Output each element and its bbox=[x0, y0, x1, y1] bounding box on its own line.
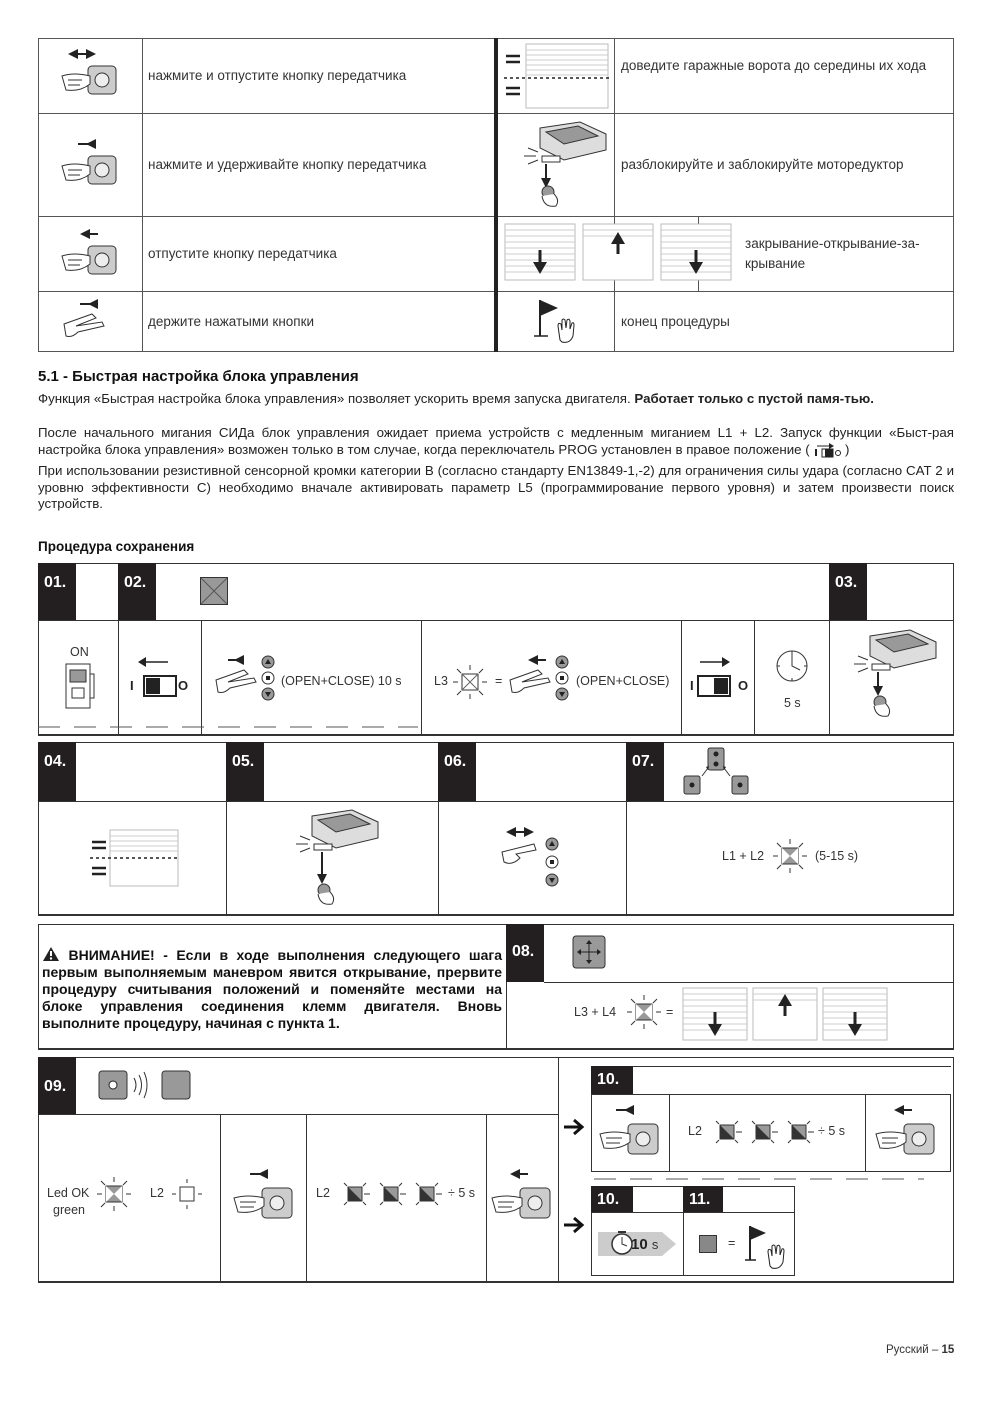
gate-half-icon bbox=[502, 42, 612, 112]
open-close-label: (OPEN+CLOSE) bbox=[576, 674, 670, 688]
step05-unlock-motor-icon bbox=[292, 806, 382, 910]
led-l2-slow-blink-icon bbox=[342, 1178, 450, 1210]
press-release-icon bbox=[60, 48, 120, 100]
step10a-release-icon bbox=[874, 1104, 938, 1160]
breaker-icon bbox=[64, 660, 96, 712]
warning-text: ВНИМАНИЕ! - Если в ходе выполнения следующего шага первым выполняемым маневром явится открывание, прервите процедуру считывания положений и поменяйте местами на блоке управления соединения клемм двигателя. Вновь выполните процедуру, начиная с пункта 1. bbox=[42, 947, 502, 1031]
paragraph-1-bold: Работает только с пустой памя-тью. bbox=[634, 391, 874, 406]
led-off-square bbox=[699, 1235, 717, 1253]
legend-text-1: нажмите и отпустите кнопку передатчика bbox=[148, 68, 407, 83]
eq-1: = bbox=[495, 674, 503, 688]
step-06-label: 06. bbox=[438, 742, 476, 801]
div-5s-2: ÷ 5 s bbox=[818, 1124, 846, 1138]
legend-text-7: закрывание-открывание-за-крывание bbox=[745, 236, 920, 271]
release-icon bbox=[60, 228, 120, 280]
l2-label-3: L2 bbox=[688, 1124, 702, 1138]
led-blink-icon bbox=[452, 664, 488, 700]
legend-text-6: разблокируйте и заблокируйте моторедуктор bbox=[621, 157, 904, 172]
steps-01-03-panel bbox=[38, 563, 954, 736]
leds-diagram-icon bbox=[680, 746, 754, 798]
eq-2: = bbox=[666, 1005, 674, 1019]
step-03-label: 03. bbox=[829, 563, 867, 620]
open-close-10s: (OPEN+CLOSE) 10 s bbox=[281, 674, 402, 688]
footer bbox=[886, 1344, 954, 1356]
l2-label-2: L2 bbox=[316, 1186, 330, 1200]
step-07-label: 07. bbox=[626, 742, 664, 801]
five-seconds: 5 s bbox=[784, 696, 801, 710]
step-02-label: 02. bbox=[118, 563, 156, 620]
switch-i-1: I bbox=[130, 678, 134, 693]
step08-move-icon bbox=[572, 935, 606, 969]
l2-label-1: L2 bbox=[150, 1186, 164, 1200]
step10a-led-l2-blink-icon bbox=[714, 1116, 822, 1148]
close-open-close-icon bbox=[505, 222, 733, 284]
step10a-press-hold-icon bbox=[598, 1104, 662, 1160]
legend-text-8: конец процедуры bbox=[621, 314, 730, 329]
unlock-motor-icon bbox=[520, 118, 610, 210]
step-08-label: 08. bbox=[506, 924, 544, 982]
press-hold-icon bbox=[60, 138, 120, 190]
ten-seconds bbox=[631, 1236, 658, 1253]
l1-l2-label: L1 + L2 bbox=[722, 849, 765, 863]
legend-text-5: доведите гаражные ворота до середины их хода bbox=[621, 58, 927, 73]
paragraph-1-text: Функция «Быстрая настройка блока управления» позволяет ускорить время запуска двигателя. bbox=[38, 391, 635, 406]
ten-unit: s bbox=[651, 1237, 659, 1252]
green-label: green bbox=[53, 1203, 85, 1217]
paragraph-2-end: ) bbox=[845, 441, 850, 457]
on-label: ON bbox=[70, 645, 89, 659]
page-number: 15 bbox=[941, 1344, 955, 1356]
led-ok-label: Led OK bbox=[47, 1186, 90, 1200]
switch-i-2: I bbox=[690, 678, 694, 693]
eq-3: = bbox=[728, 1236, 736, 1250]
paragraph-1 bbox=[38, 391, 954, 408]
step04-gate-half-icon bbox=[88, 828, 182, 888]
press-open-close-icon bbox=[214, 654, 278, 704]
step08-close-open-close-icon bbox=[683, 986, 893, 1042]
warning-icon bbox=[42, 946, 60, 962]
end-procedure-icon bbox=[530, 296, 582, 346]
prog-switch-icon bbox=[813, 443, 841, 457]
step-11-label: 11. bbox=[683, 1186, 723, 1212]
ten-value: 10 bbox=[631, 1236, 648, 1253]
footer-lang: Русский – bbox=[886, 1344, 942, 1356]
section-title: 5.1 - Быстрая настройка блока управления bbox=[38, 368, 359, 385]
step11-end-icon bbox=[744, 1222, 790, 1270]
paragraph-3: При использовании резистивной сенсорной кромки категории B (согласно стандарту EN13849-1,-2) для ограничения силы удара (согласно CAT 2 и уровню эффективности C) необходимо вначале активировать параметр L5 (программирование первого уровня) и затем произвести поиск устройств. bbox=[38, 463, 954, 511]
step-09-label: 09. bbox=[38, 1057, 76, 1114]
step-10a-label: 10. bbox=[591, 1066, 633, 1094]
legend-text-3: отпустите кнопку передатчика bbox=[148, 246, 337, 261]
step-04-label: 04. bbox=[38, 742, 76, 801]
step09-press-hold-icon bbox=[232, 1168, 296, 1224]
l3-label: L3 bbox=[434, 674, 448, 688]
step-05-label: 05. bbox=[226, 742, 264, 801]
switch-o-2: O bbox=[738, 678, 749, 693]
led-ok-blink-icon bbox=[96, 1176, 132, 1212]
arrow-to-10b-icon bbox=[562, 1214, 588, 1236]
l3-l4-label: L3 + L4 bbox=[574, 1005, 617, 1019]
switch-o-1: O bbox=[178, 678, 189, 693]
div-5s-1: ÷ 5 s bbox=[448, 1186, 476, 1200]
led-l2-off-icon bbox=[170, 1178, 204, 1210]
step09-release-icon bbox=[490, 1168, 554, 1224]
led-l1-l2-blink-icon bbox=[772, 838, 808, 874]
unknown-led-icon bbox=[200, 577, 228, 605]
release-open-close-icon bbox=[508, 654, 572, 704]
warning-block bbox=[42, 946, 502, 1032]
paragraph-2-text: После начального мигания СИДа блок управления ожидает приема устройств с медленным миганием L1 + L2. Запуск функции «Быст-рая настройка блока управления» возможен только в том случае, когда переключатель PROG установлен в правое положение ( bbox=[38, 425, 954, 457]
arrow-to-10a-icon bbox=[562, 1116, 588, 1138]
paragraph-2 bbox=[38, 425, 954, 458]
step06-press-release-icon bbox=[500, 826, 564, 890]
step-10b-label: 10. bbox=[591, 1186, 633, 1212]
procedure-title: Процедура сохранения bbox=[38, 539, 195, 554]
step03-unlock-motor-icon bbox=[850, 626, 940, 722]
remote-signal-icon bbox=[98, 1070, 194, 1102]
legend-text-2: нажмите и удерживайте кнопку передатчика bbox=[148, 157, 427, 172]
led-l3-l4-blink-icon bbox=[626, 994, 662, 1030]
clock-icon bbox=[774, 648, 812, 686]
legend-text-4: держите нажатыми кнопки bbox=[148, 314, 315, 329]
range-5-15: (5-15 s) bbox=[815, 849, 859, 863]
hold-buttons-icon bbox=[62, 298, 118, 344]
step-01-label: 01. bbox=[38, 563, 76, 620]
